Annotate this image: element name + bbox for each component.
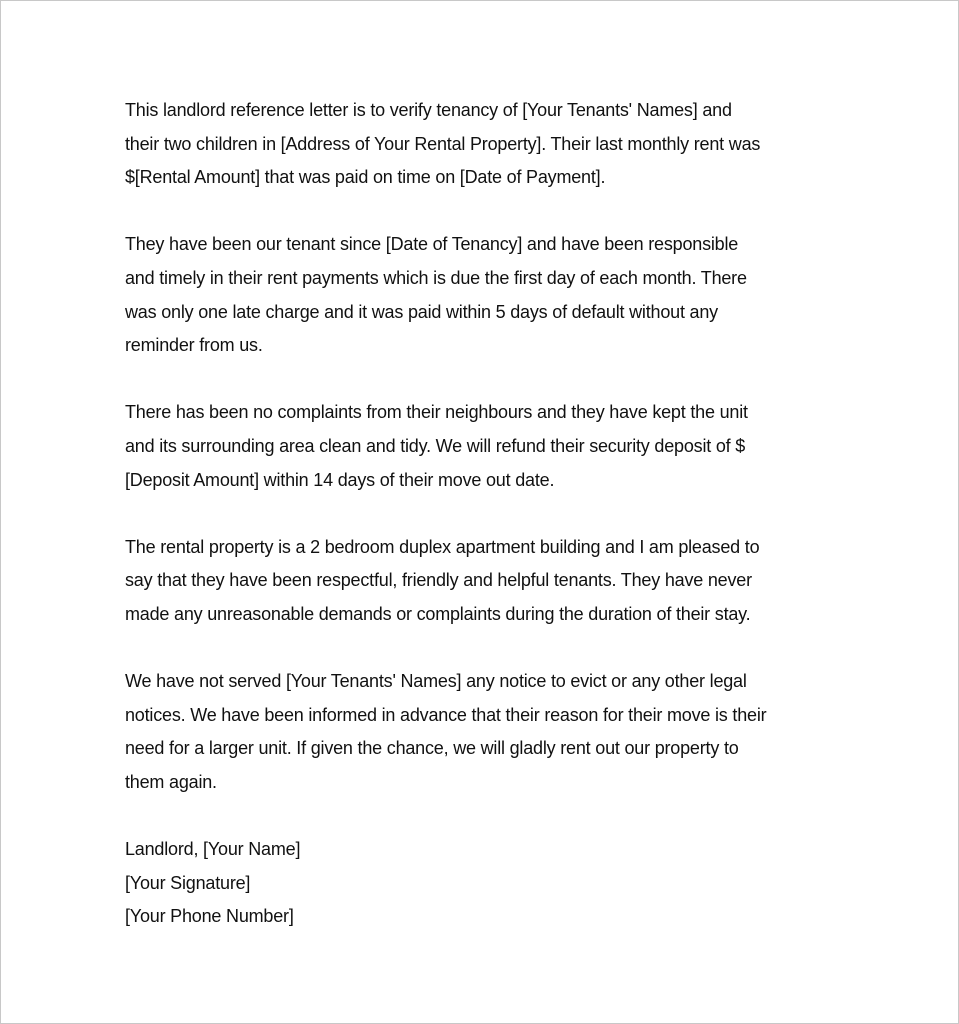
paragraph-line: need for a larger unit. If given the chance, we will gladly rent out our property to <box>125 738 739 759</box>
paragraph-line: reminder from us. <box>125 335 263 356</box>
paragraph-line: $[Rental Amount] that was paid on time on [Date of Payment]. <box>125 167 606 188</box>
paragraph-line: them again. <box>125 771 217 792</box>
paragraph-line: made any unreasonable demands or complaints during the duration of their stay. <box>125 603 751 624</box>
letter-body <box>125 94 855 934</box>
signer-phone: [Your Phone Number] <box>125 906 294 927</box>
paragraph-line: and timely in their rent payments which is due the first day of each month. There <box>125 267 747 288</box>
signer-name: Landlord, [Your Name] <box>125 839 301 860</box>
paragraph-notices <box>125 665 855 799</box>
paragraph-line: We have not served [Your Tenants' Names] any notice to evict or any other legal <box>125 671 747 692</box>
paragraph-line: [Deposit Amount] within 14 days of their move out date. <box>125 469 555 490</box>
paragraph-condition-deposit <box>125 396 855 497</box>
paragraph-line: and its surrounding area clean and tidy. We will refund their security deposit of $ <box>125 435 746 456</box>
paragraph-line: notices. We have been informed in advance that their reason for their move is their <box>125 704 767 725</box>
paragraph-line: was only one late charge and it was paid within 5 days of default without any <box>125 301 718 322</box>
paragraph-line: This landlord reference letter is to verify tenancy of [Your Tenants' Names] and <box>125 100 732 120</box>
paragraph-line: There has been no complaints from their neighbours and they have kept the unit <box>125 402 748 423</box>
paragraph-property-conduct <box>125 531 855 632</box>
paragraph-line: They have been our tenant since [Date of Tenancy] and have been responsible <box>125 234 739 255</box>
paragraph-line: their two children in [Address of Your Rental Property]. Their last monthly rent was <box>125 133 761 154</box>
paragraph-verification <box>125 94 855 195</box>
paragraph-line: say that they have been respectful, friendly and helpful tenants. They have never <box>125 570 752 591</box>
paragraph-line: The rental property is a 2 bedroom duplex apartment building and I am pleased to <box>125 536 760 557</box>
signature-block <box>125 833 855 934</box>
paragraph-tenancy-history <box>125 228 855 362</box>
signer-signature: [Your Signature] <box>125 872 251 893</box>
